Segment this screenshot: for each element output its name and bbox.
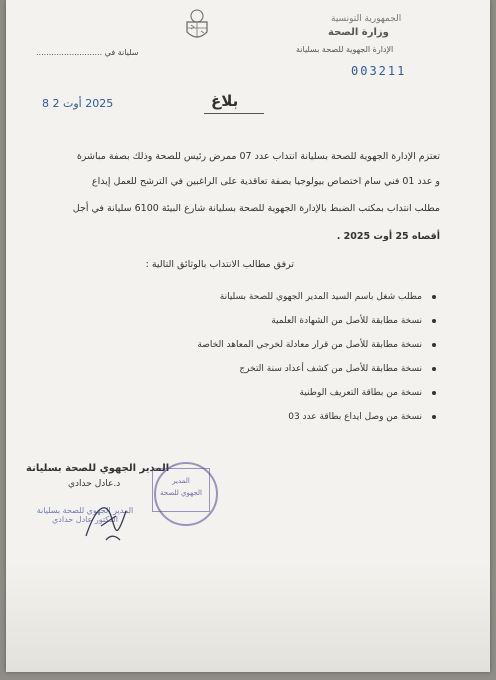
list-item: نسخة من وصل ايداع بطاقة عدد 03 bbox=[197, 410, 436, 434]
place-date-line: سليانة في .......................... bbox=[36, 48, 139, 57]
stamp-box bbox=[152, 468, 210, 512]
stamp-line-2: الجهوي للصحة bbox=[160, 489, 202, 497]
body-line-4: أقصاه 25 أوت 2025 . bbox=[336, 231, 440, 242]
handwritten-signature bbox=[76, 496, 136, 546]
body-line-2: و عدد 01 فني سام اختصاص بيولوجيا بصفة تعاقدية على الراغبين في الترشح للعمل إيداع bbox=[91, 176, 440, 187]
directorate-label: الإدارة الجهوية للصحة بسليانة bbox=[296, 45, 394, 54]
signatory-title: المدير الجهوي للصحة بسليانة bbox=[26, 463, 170, 474]
page-shadow bbox=[6, 560, 490, 672]
date-stamp: 2025 أوت 2 8 bbox=[42, 97, 114, 110]
ministry-label: وزارة الصحة bbox=[328, 27, 389, 38]
documents-list bbox=[197, 290, 436, 434]
documents-intro: ترفق مطالب الانتداب بالوثائق التالية : bbox=[145, 259, 294, 270]
title-underline bbox=[204, 113, 264, 114]
list-item: نسخة مطابقة للأصل من كشف أعداد سنة التخرج bbox=[197, 362, 436, 386]
page-title: بلاغ bbox=[211, 92, 239, 110]
list-item: مطلب شغل باسم السيد المدير الجهوي للصحة بسليانة bbox=[197, 290, 436, 314]
tunisia-emblem-icon bbox=[179, 6, 215, 42]
signatory-name: د.عادل حدادي bbox=[68, 479, 121, 489]
reference-number: 003211 bbox=[351, 64, 407, 78]
stamp-line-1: المدير bbox=[172, 477, 190, 485]
signature-stamp-line-1: المدير الجهوي للصحة بسليانة bbox=[36, 506, 134, 515]
body-line-1: تعتزم الإدارة الجهوية للصحة بسليانة انتداب عدد 07 ممرض رئيس للصحة وذلك بصفة مباشرة bbox=[76, 151, 440, 162]
signature-stamp-line-2: الدكتور عادل حدادي bbox=[52, 515, 118, 524]
list-item: نسخة مطابقة للأصل من قرار معادلة لخرجي المعاهد الخاصة bbox=[197, 338, 436, 362]
list-item: نسخة من بطاقة التعريف الوطنية bbox=[197, 386, 436, 410]
document-page bbox=[6, 0, 490, 672]
body-line-3: مطلب انتداب بمكتب الضبط بالإدارة الجهوية للصحة بسليانة شارع البيئة 6100 سليانة في أجل bbox=[72, 203, 440, 214]
list-item: نسخة مطابقة للأصل من الشهادة العلمية bbox=[197, 314, 436, 338]
republic-label: الجمهورية التونسية bbox=[331, 14, 402, 24]
